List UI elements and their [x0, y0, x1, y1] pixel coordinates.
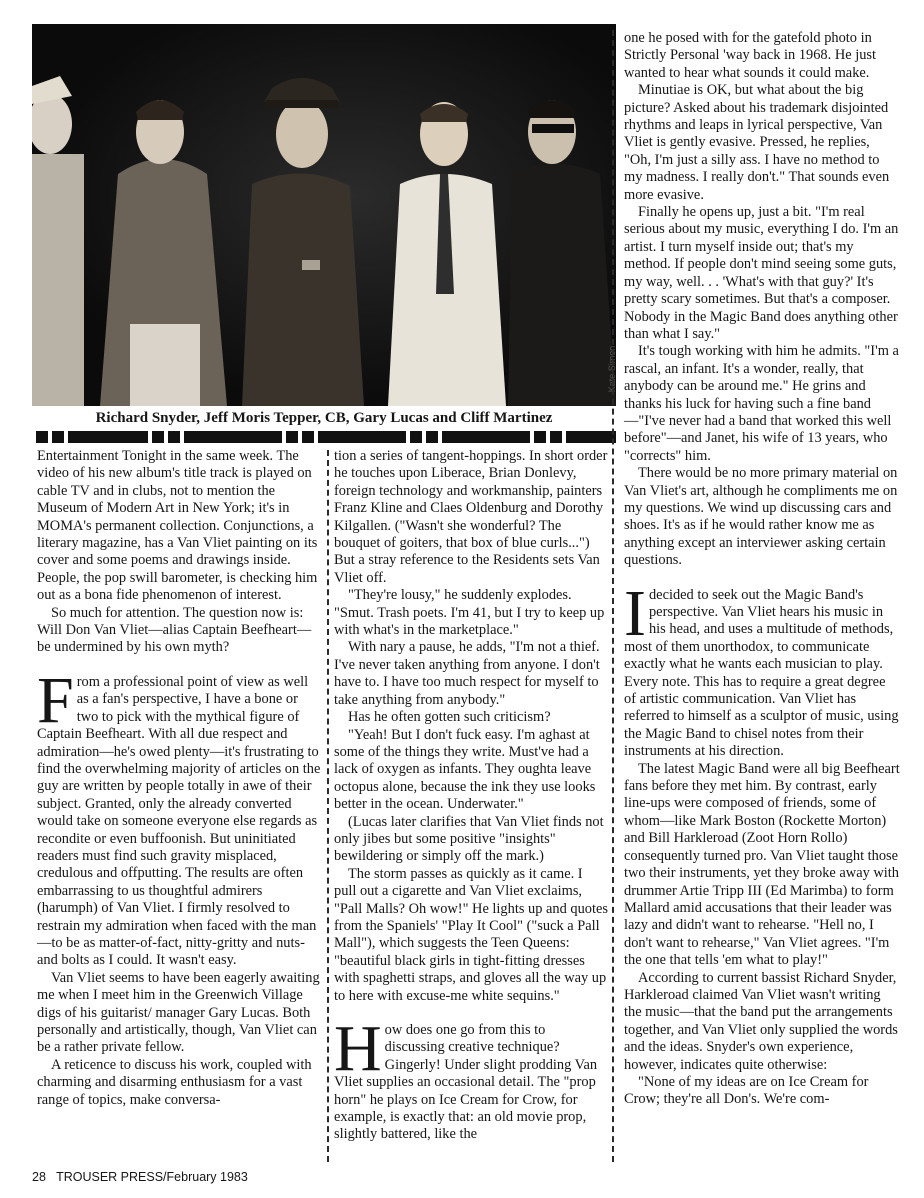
band-photo	[32, 24, 616, 406]
paragraph: "They're lousy," he suddenly explodes. "Smut. Trash poets. I'm 41, but I try to keep up with what's in the marketplace."	[334, 587, 605, 639]
paragraph: According to current bassist Richard Snyder, Harkleroad claimed Van Vliet wasn't writing the music—that the band put the arrangements together, and Van Vliet only supplied the words and the ideas. Snyder's own experience, however, indicates quite otherwise:	[624, 969, 898, 1073]
paragraph: tion a series of tangent-hoppings. In short order he touches upon Liberace, Brian Donlevy, foreign technology and workmanship, painters Franz Kline and Claes Oldenburg and Dorothy Kilgallen. ("Wasn't she wonderful? The bouquet of goiters, that box of blue curls...") But a stray reference to the Residents sets Van Vliet off.	[334, 448, 608, 586]
paragraph: A reticence to discuss his work, coupled with charming and disarming enthusiasm for a vast range of topics, make conversa-	[37, 1056, 312, 1108]
page-footer: 28 TROUSER PRESS/February 1983	[32, 1170, 248, 1184]
paragraph: Minutiae is OK, but what about the big picture? Asked about his trademark disjointed rhythms and leaps in lyrical perspective, Van Vliet is gently evasive. Pressed, he replies, "Oh, I'm just a silly ass. I have no method to my madness. I really don't." That sounds even more evasive.	[624, 82, 890, 203]
drop-cap: H	[334, 1012, 382, 1085]
photo-credit-text: Kate Simon	[607, 345, 617, 393]
paragraph: With nary a pause, he adds, "I'm not a thief. I've never taken anything from anyone. I don't have to. I have too much respect for myself to take anything from anybody."	[334, 639, 600, 708]
drop-cap: F	[37, 663, 74, 737]
paragraph-dropcap	[334, 1012, 608, 1144]
paragraph: Entertainment Tonight in the same week. The video of his new album's title track is played on cable TV and in clubs, not to mention the Museum of Modern Art in New York; it's in MOMA's permanent collection. Conjunctions, a literary magazine, has a Van Vliet painting on its cover and some poems and drawings inside. People, the pop swill barometer, is checking him out as a bona fide phenomenon of interest.	[37, 448, 318, 604]
paragraph: It's tough working with him he admits. "I'm a rascal, an infant. It's a wonder, really, that anybody can be around me." He grins and thanks his luck for having such a fine band—"I've never had a band that worked this well before"—and Janet, his wife of 13 years, who "corrects" him.	[624, 343, 899, 464]
article-column-3	[624, 30, 900, 1109]
person-tepper	[242, 78, 364, 406]
paragraph: There would be no more primary material on Van Vliet's art, although he compliments me on my questions. We wind up discussing cars and shoes. It's as if he would rather know me as anything except an interviewer asking certain questions.	[624, 465, 898, 569]
decorative-rule	[32, 431, 616, 443]
paragraph-text: ow does one go from this to discussing creative technique? Gingerly! Under slight prodding Van Vliet supplies an occasional detail. The "prop horn" he plays on Ice Cream for Crow, for example, is exactly that: an old movie prop, slightly battered, like the	[334, 1022, 598, 1143]
paragraph: "Yeah! But I don't fuck easy. I'm aghast at some of the things they write. Must've had a lack of oxygen as infants. They oughta leave octopus alone, because the ink they use looks better in the ocean. Underwater."	[334, 726, 596, 813]
paragraph: Finally he opens up, just a bit. "I'm real serious about my music, everything I do. I'm an artist. I turn myself inside out; that's my method. If people don't mind seeing some guts, my way, well. . . 'What's with that guy?' It's pretty scary sometimes. But that's a composer. Nobody in the Magic Band does anything other than what I say."	[624, 204, 899, 342]
photo-caption: Richard Snyder, Jeff Moris Tepper, CB, Gary Lucas and Cliff Martinez	[95, 410, 553, 426]
article-column-2	[334, 448, 608, 1144]
paragraph: The latest Magic Band were all big Beefheart fans before they met him. By contrast, early line-ups were composed of friends, some of whom—like Mark Boston (Rockette Morton) and Bill Harkleroad (Zoot Horn Rollo) consequently turned pro. Van Vliet taught those two their instruments, yet they broke away with drummer Artie Tripp III (Ed Marimba) to form Mallard amid accusations that their leader was lazy and didn't want to rehearse. "Hell no, I don't want to rehearse," Van Vliet agrees. "I'm the one that tells 'em what to play!"	[624, 760, 900, 969]
paragraph-dropcap	[624, 576, 900, 761]
paragraph-text: decided to seek out the Magic Band's perspective. Van Vliet hears his music in his head, and uses a multitude of methods, most of them unorthodox, to communicate exactly what he wants each musician to play. Every note. This has to require a great degree of artistic communication. Van Vliet has referred to himself as a sculptor of music, using the Magic Band to chisel notes from their instruments at his direction.	[624, 586, 899, 760]
column-divider-1	[327, 450, 329, 1162]
paragraph-text: rom a professional point of view as well as a fan's perspective, I have a bone or two to pick with the mythical figure of Captain Beefheart. With all due respect and admiration—he's owed plenty—it's frustrating to find the overwhelming majority of articles on the guy are written by people totally in awe of their subject. Granted, only the already converted would take on someone everyone else regards as recondite or even buffoonish. But uninitiated readers must find such gravity misplaced, credulous and offputting. The results are often embarrassing to us thoughtful admirers (harumph) of Van Vliet. I firmly resolved to restrain my admiration when faced with the man—to be as matter-of-fact, nitty-gritty and nuts-and bolts as I could. It wasn't easy.	[37, 673, 321, 969]
person-martinez	[508, 100, 616, 406]
column-divider-2	[612, 30, 614, 1162]
person-far-left	[32, 76, 84, 406]
drop-cap: I	[624, 576, 646, 650]
person-lucas	[388, 102, 506, 406]
paragraph: (Lucas later clarifies that Van Vliet finds not only jibes but some positive "insights" bewildering or simply off the mark.)	[334, 813, 604, 865]
paragraph: The storm passes as quickly as it came. I pull out a cigarette and Van Vliet exclaims, "Pall Malls? Oh wow!" He lights up and quotes from the Spaniels' "Play It Cool" ("suck a Pall Mall"), which suggests the Teen Queens: "beautiful black girls in tight-fitting dresses with spaghetti straps, and gloves all the way up to here with excuse-me white sequins."	[334, 865, 608, 1004]
paragraph-dropcap	[37, 663, 321, 970]
paragraph: Van Vliet seems to have been eagerly awaiting me when I meet him in the Greenwich Village digs of his guitarist/ manager Gary Lucas. Both personally and artistically, though, Van Vliet can be a rather private fellow.	[37, 969, 320, 1056]
paragraph: So much for attention. The question now is: Will Don Van Vliet—alias Captain Beefheart—be undermined by his own myth?	[37, 604, 312, 656]
person-snyder	[100, 100, 227, 406]
paragraph: "None of my ideas are on Ice Cream for Crow; they're all Don's. We're com-	[624, 1073, 869, 1108]
paragraph: Has he often gotten such criticism?	[348, 709, 551, 726]
paragraph: one he posed with for the gatefold photo in Strictly Personal 'way back in 1968. He just wanted to hear what sounds it could make.	[624, 30, 876, 81]
article-column-1	[37, 448, 321, 1109]
